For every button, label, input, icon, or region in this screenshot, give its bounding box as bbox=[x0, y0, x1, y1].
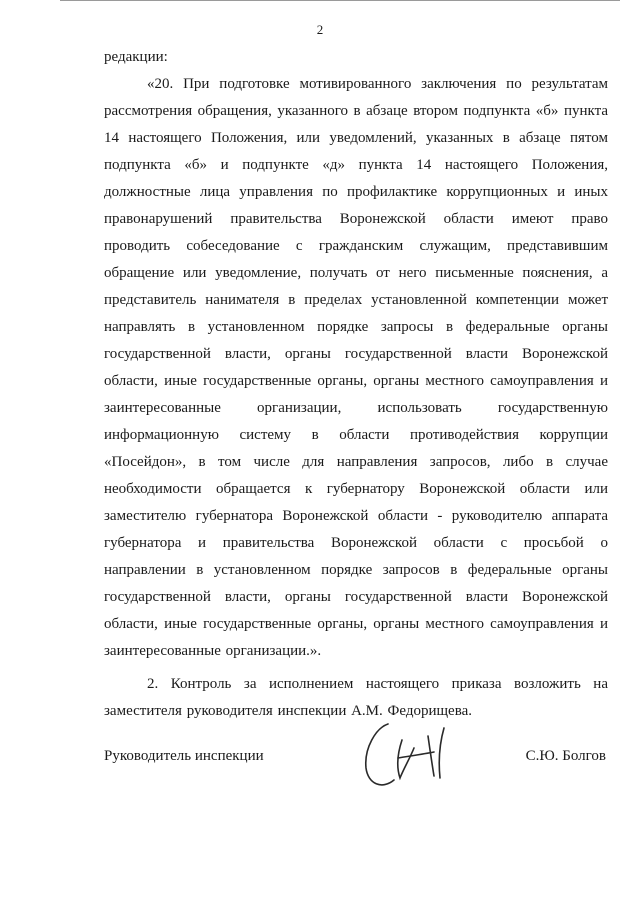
handwritten-signature-icon bbox=[358, 718, 462, 796]
document-body bbox=[104, 44, 608, 725]
signer-title: Руководитель инспекции bbox=[104, 748, 264, 764]
item-2-paragraph: 2. Контроль за исполнением настоящего приказа возложить на заместителя руководителя инспекции А.М. Федорищева. bbox=[104, 676, 608, 719]
lead-word: редакции: bbox=[104, 49, 168, 65]
signer-name: С.Ю. Болгов bbox=[525, 748, 606, 764]
page-number: 2 bbox=[316, 22, 324, 37]
signature-block bbox=[104, 748, 608, 778]
clause-20-paragraph: «20. При подготовке мотивированного заключения по результатам рассмотрения обращения, указанного в абзаце втором подпункта «б» пункта 14 настоящего Положения, или уведомлений, указанных в абзаце пятом подпункта «б» и подпункте «д» пункта 14 настоящего Положения, должностные лица управления по профилактике коррупционных и иных правонарушений правительства Воронежской области имеют право проводить собеседование с гражданским служащим, представившим обращение или уведомление, получать от него письменные пояснения, а представитель нанимателя в пределах установленной компетенции может направлять в установленном порядке запросы в федеральные органы государственной власти, органы государственной власти Воронежской области, иные государственные органы, органы местного самоуправления и заинтересованные организации, использовать государственную информационную систему в области противодействия коррупции «Посейдон», в том числе для направления запросов, либо в случае необходимости обращается к губернатору Воронежской области или заместителю губернатора Воронежской области - руководителю аппарата губернатора и правительства Воронежской области с просьбой о направлении в установленном порядке запросов в федеральные органы государственной власти, органы государственной власти Воронежской области, иные государственные органы, органы местного самоуправления и заинтересованные организации.». bbox=[104, 76, 608, 659]
scan-edge-line bbox=[60, 0, 620, 1]
